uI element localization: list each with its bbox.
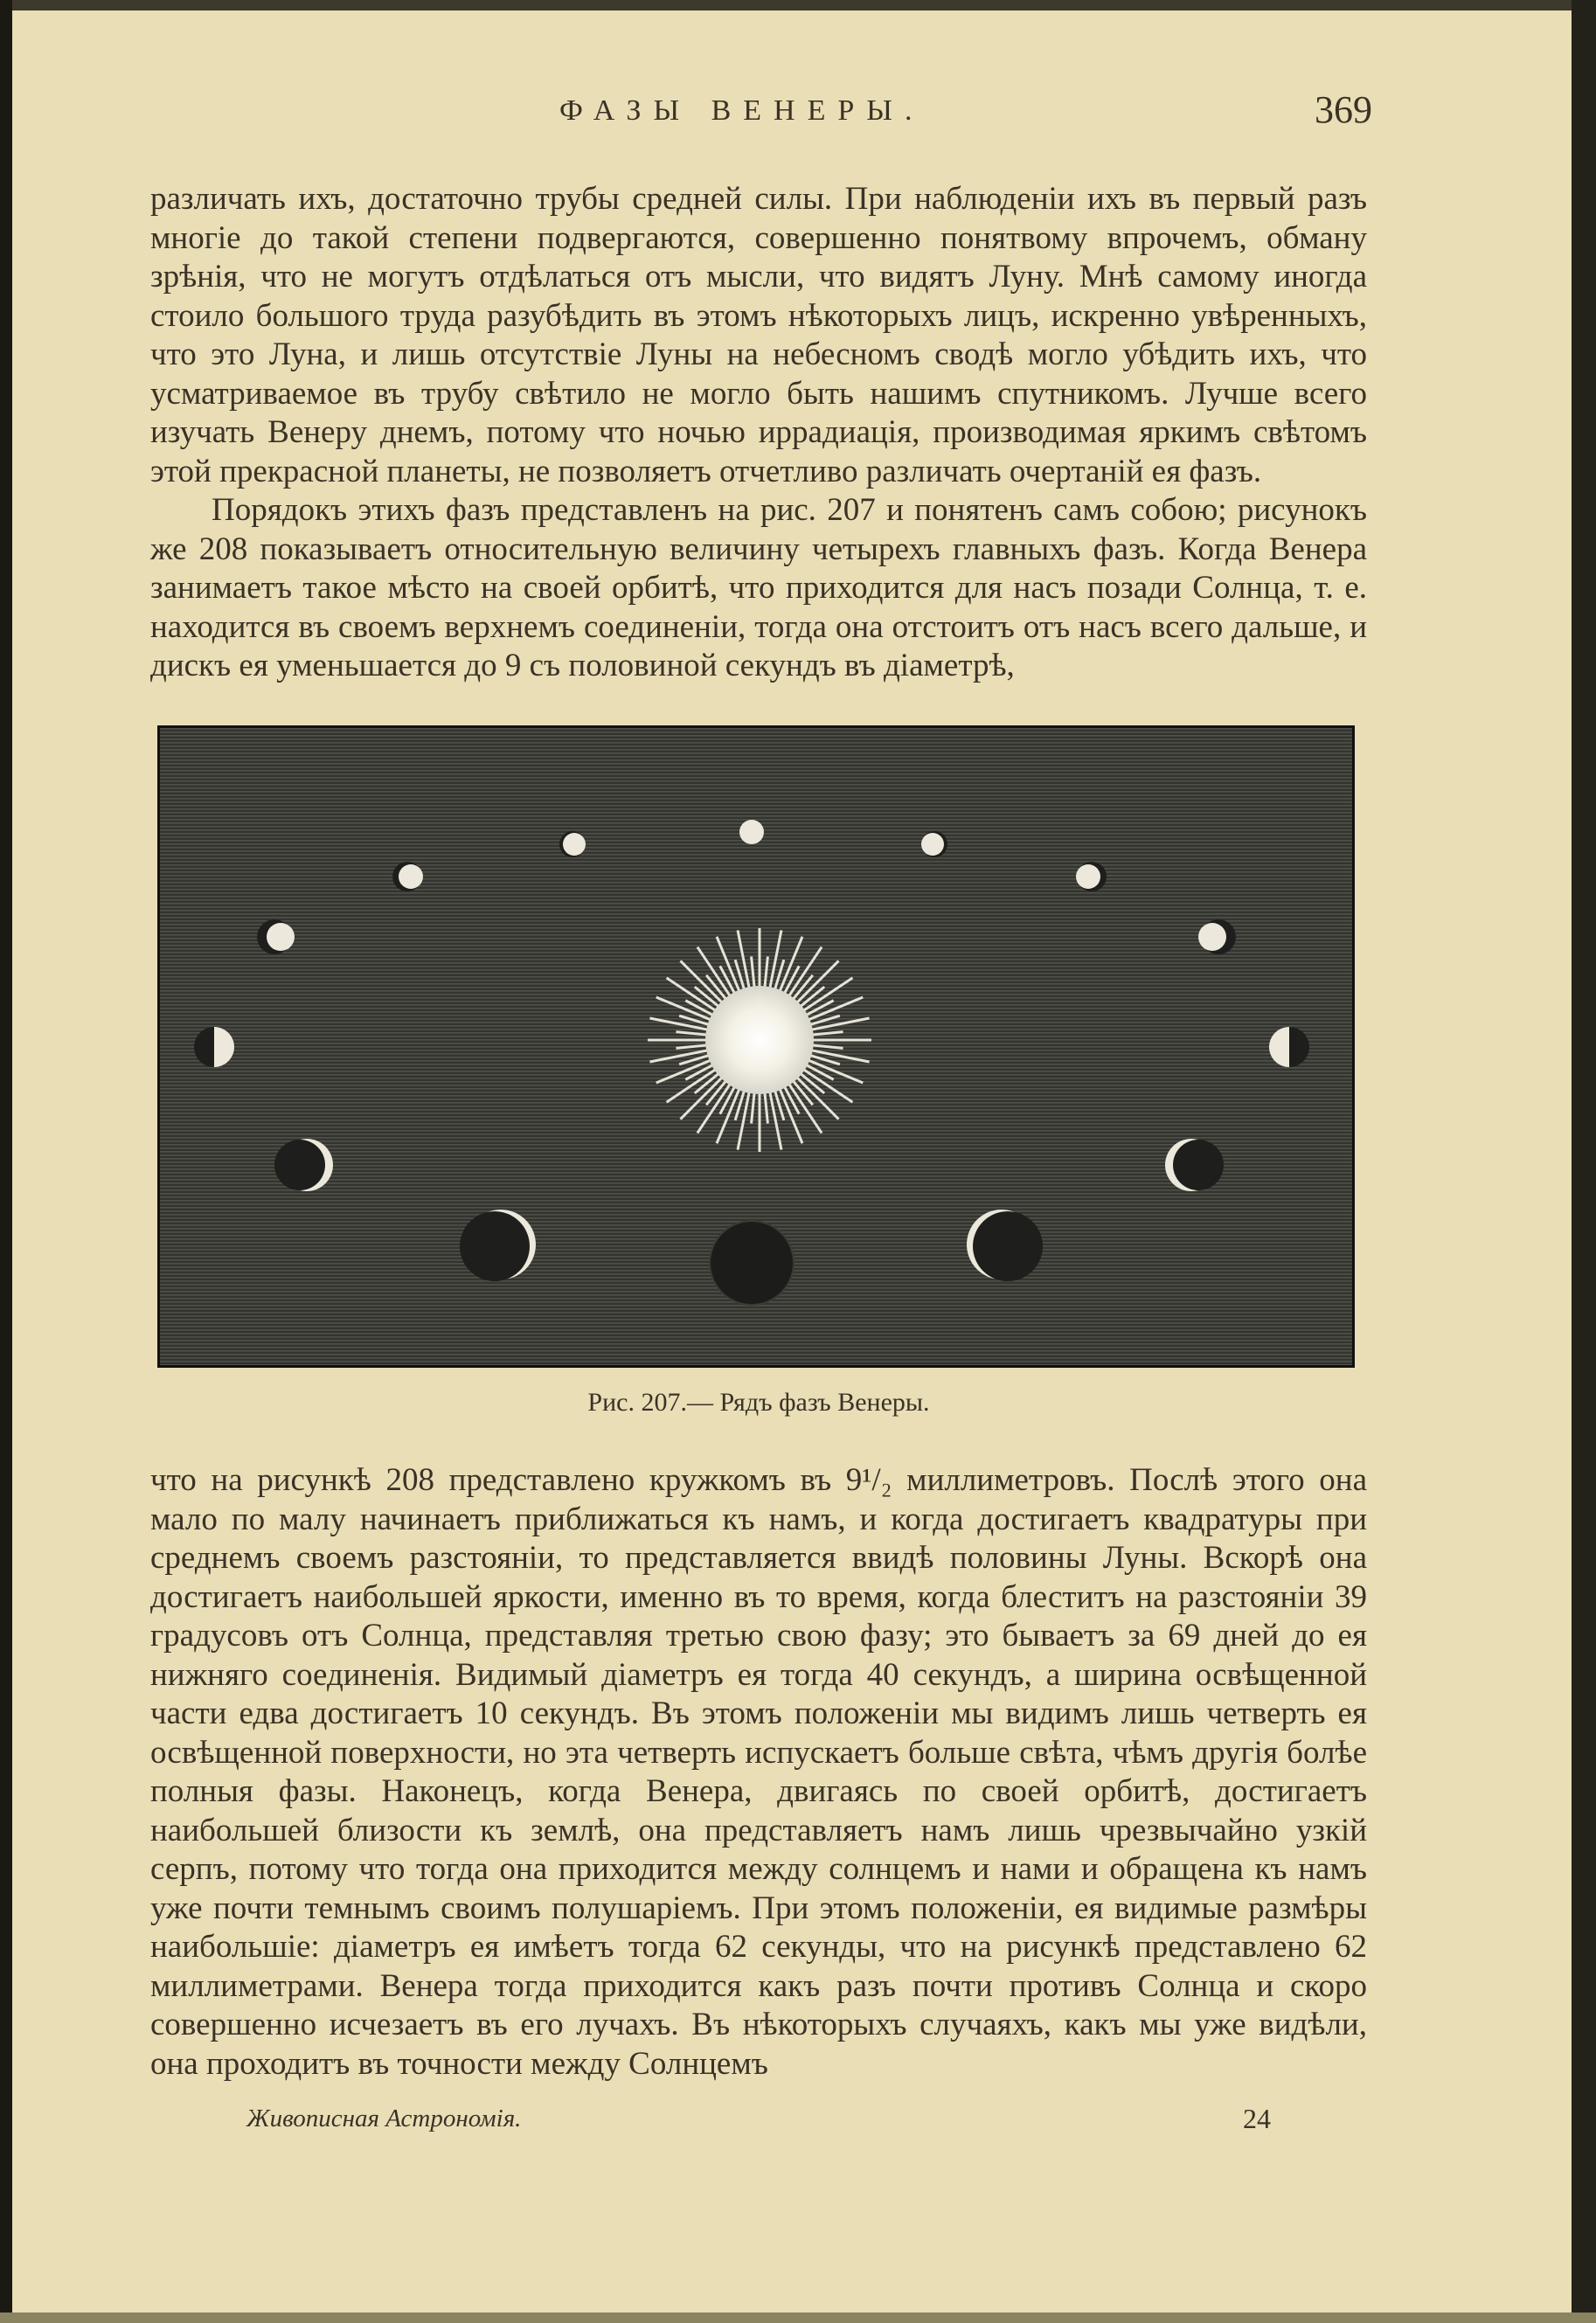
footer-book-title: Живописная Астрономія. (246, 2105, 522, 2132)
footer-signature-mark: 24 (1243, 2103, 1271, 2134)
page-edge-right (1572, 0, 1596, 2323)
venus-phase-crescent-right-1 (1165, 1139, 1224, 1191)
page-edge-left (0, 0, 12, 2323)
venus-phase-gibbous-right-1 (921, 831, 947, 857)
page-edge-top (0, 0, 1596, 10)
text-block-bottom (150, 1461, 1367, 2084)
paragraph: Порядокъ этихъ фазъ представленъ на рис. 207 и понятенъ самъ собою; рисунокъ же 208 показываетъ относительную величину четырехъ главныхъ фазъ. Когда Венера занимаетъ такое мѣсто на своей орбитѣ, что приходится для насъ позади Солнца, т. е. находится въ своемъ верхнемъ соединеніи, тогда она отстоитъ отъ насъ всего дальше, и дискъ ея уменьшается до 9 съ половиной секундъ въ діаметрѣ, (150, 492, 1367, 683)
venus-phase-crescent-left-1 (274, 1139, 333, 1191)
running-title: ФАЗЫ ВЕНЕРЫ. (559, 94, 925, 127)
venus-phases-engraving (160, 728, 1352, 1365)
sun (705, 986, 814, 1094)
venus-phase-gibbous-left-1 (559, 831, 586, 857)
figure-caption: Рис. 207.— Рядъ фазъ Венеры. (587, 1388, 930, 1417)
venus-phase-new (710, 1221, 794, 1305)
page-number: 369 (1315, 88, 1372, 131)
venus-phase-half-right (1269, 1027, 1309, 1067)
page-edge-bottom (0, 2313, 1596, 2323)
page-header (149, 88, 1372, 138)
paragraph: различать ихъ, достаточно трубы средней силы. При наблюденіи ихъ въ первый разъ многіе до такой степени подвергаются, совершенно понятвому впрочемъ, обману зрѣнія, что не могутъ отдѣлаться отъ мысли, что видятъ Луну. Мнѣ самому иногда стоило большого труда разубѣдить въ этомъ нѣкоторыхъ лицъ, искренно увѣренныхъ, что это Луна, и лишь отсутствіе Луны на небесномъ сводѣ могло убѣдить ихъ, что усматриваемое въ трубу свѣтило не могло быть нашимъ спутникомъ. Лучше всего изучать Венеру днемъ, потому что ночью иррадиація, производимая яркимъ свѣтомъ этой прекрасной планеты, не позволяетъ отчетливо различать очертаній ея фазъ. (150, 181, 1367, 489)
page-footer (150, 2105, 1367, 2139)
figure-venus-phases (157, 725, 1355, 1368)
venus-phase-full (739, 820, 764, 844)
text-block-top (150, 180, 1367, 686)
paragraph: что на рисункѣ 208 представлено кружкомъ въ 9¹/₂ миллиметровъ. Послѣ этого она мало по малу начинаетъ приближаться къ намъ, и когда достигаетъ квадратуры при среднемъ своемъ разстояніи, то представляется ввидѣ половины Луны. Вскорѣ она достигаетъ наибольшей яркости, именно въ то время, когда блеститъ на разстояніи 39 градусовъ отъ Солнца, представляя третью свою фазу; это бываетъ за 69 дней до ея нижняго соединенія. Видимый діаметръ ея тогда 40 секундъ, а ширина освѣщенной части едва достигаетъ 10 секундъ. Въ этомъ положеніи мы видимъ лишь четверть ея освѣщенной поверхности, но эта четверть испускаетъ больше свѣта, чѣмъ другія болѣе полныя фазы. Наконецъ, когда Венера, двигаясь по своей орбитѣ, достигаетъ наибольшей близости къ землѣ, она представляетъ намъ лишь чрезвычайно узкій серпъ, потому что тогда она приходится между солнцемъ и нами и обращена къ намъ уже почти темнымъ своимъ полушаріемъ. При этомъ положеніи, ея видимые размѣры наибольшіе: діаметръ ея имѣетъ тогда 62 секунды, что на рисункѣ представлено 62 миллиметрами. Венера тогда приходится какъ разъ почти противъ Солнца и скоро совершенно исчезаетъ въ его лучахъ. Въ нѣкоторыхъ случаяхъ, какъ мы уже видѣли, она проходитъ въ точности между Солнцемъ (150, 1462, 1367, 2082)
venus-phase-half-left (194, 1027, 234, 1067)
